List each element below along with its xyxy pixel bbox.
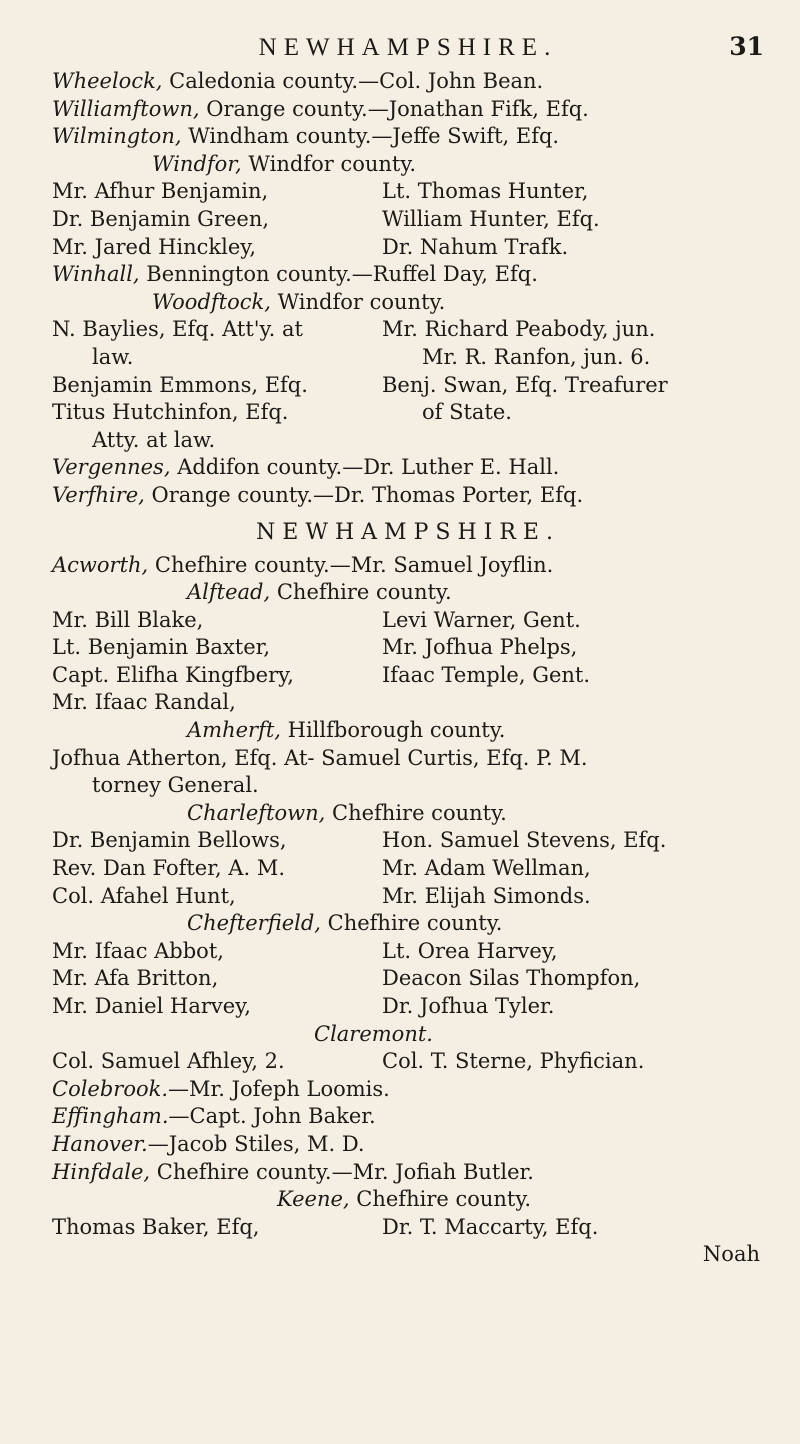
name-row [52,372,764,400]
name-row [52,993,764,1021]
town-name: Wheelock, [52,69,163,93]
entry-text: Windham county.—Jeffe Swift, Efq. [181,124,560,149]
name-row [52,178,764,206]
name-left: Mr. Bill Blake, [52,607,204,632]
entry-text: —Jacob Stiles, M. D. [147,1131,365,1156]
town-name: Woodftock, [152,289,271,314]
name-left: law. [92,344,134,369]
name-line: Jofhua Atherton, Efq. At- Samuel Curtis, Efq. P. M. [52,745,588,770]
town-name: Alftead, [187,580,271,605]
entry-windsor [52,151,764,179]
name-row [52,399,764,427]
town-name: Keene, [277,1187,350,1212]
name-left: Mr. Daniel Harvey, [52,994,251,1018]
name-right: Mr. Jofhua Phelps, [382,635,578,660]
name-row [52,827,764,855]
town-name: Windfor, [152,151,242,176]
name-right: Dr. Nahum Trafk. [382,234,569,259]
entry-text: Addifon county.—Dr. Luther E. Hall. [170,455,560,480]
running-title: NEWHAMPSHIRE. [258,34,558,61]
entry-chesterfield [52,910,764,938]
name-right: of State. [422,400,512,425]
entry-vergennes [52,454,764,482]
section-title: NEWHAMPSHIRE. [256,519,560,545]
town-name: Hanover. [52,1131,148,1156]
page [52,28,764,1269]
name-continuation: Atty. at law. [92,427,216,452]
name-right: Mr. Elijah Simonds. [382,883,591,908]
name-row [52,855,764,883]
town-name: Charleftown, [187,800,326,825]
name-left: Mr. Jared Hinckley, [52,234,257,259]
running-header [52,28,764,68]
town-name: Verfhire, [52,482,145,507]
entry-effingham [52,1103,764,1131]
name-row [52,634,764,662]
town-name: Acworth, [52,552,149,577]
catchword: Noah [702,1242,760,1267]
name-row [52,1214,764,1242]
entry-amherst [52,717,764,745]
town-name: Effingham. [52,1104,169,1129]
name-left: Benjamin Emmons, Efq. [52,372,308,397]
name-continuation: Mr. Ifaac Randal, [52,690,236,715]
entry-williamstown [52,96,764,124]
entry-charlestown [52,800,764,828]
name-row [52,234,764,262]
entry-wilmington [52,123,764,151]
name-left: Lt. Benjamin Baxter, [52,635,271,660]
name-right: Lt. Thomas Hunter, [382,179,589,204]
entry-keene [52,1186,764,1214]
town-name: Chefterfield, [187,911,321,936]
entry-text: Windfor county. [270,289,446,314]
town-name: Amherft, [187,718,281,743]
entry-woodstock [52,289,764,317]
name-left: Rev. Dan Fofter, A. M. [52,856,285,881]
entry-text: Hillfborough county. [280,718,506,743]
entry-text: Windfor county. [241,151,417,176]
name-left: Col. Samuel Afhley, 2. [52,1049,285,1074]
name-continuation: torney General. [92,773,259,798]
entry-text: Chefhire county. [349,1187,532,1212]
town-name: Hinfdale, [52,1159,151,1184]
entry-hanover [52,1131,764,1159]
page-number: 31 [729,32,764,61]
entry-text: Orange county.—Jonathan Fifk, Efq. [199,96,589,121]
name-right: Deacon Silas Thompfon, [382,966,641,991]
name-row [52,883,764,911]
town-name: Williamftown, [52,96,200,121]
name-right: Ifaac Temple, Gent. [382,662,591,687]
name-row [52,206,764,234]
entry-text: Bennington county.—Ruffel Day, Efq. [139,262,538,287]
name-left: Titus Hutchinfon, Efq. [52,400,289,425]
name-right: William Hunter, Efq. [382,206,600,231]
entry-text: Chefhire county. [320,911,503,936]
entry-text: —Capt. John Baker. [168,1104,376,1129]
name-right: Levi Warner, Gent. [382,607,581,632]
entry-text: —Mr. Jofeph Loomis. [168,1076,390,1101]
name-left: N. Baylies, Efq. Att'y. at [52,317,303,342]
name-right: Dr. T. Maccarty, Efq. [382,1214,599,1239]
entry-text: Orange county.—Dr. Thomas Porter, Efq. [144,482,584,507]
entry-text: Chefhire county.—Mr. Jofiah Butler. [150,1159,534,1184]
town-name: Colebrook. [52,1076,169,1101]
entry-vershire [52,482,764,510]
entry-text: Chefhire county. [325,800,507,825]
town-name: Vergennes, [52,455,171,480]
name-row [52,344,764,372]
name-row [52,316,764,344]
town-name: Wilmington, [52,124,182,149]
name-left: Dr. Benjamin Bellows, [52,828,287,853]
name-right: Col. T. Sterne, Phyfician. [382,1049,645,1074]
name-right: Dr. Jofhua Tyler. [382,994,555,1018]
name-right: Hon. Samuel Stevens, Efq. [382,828,667,853]
name-row [52,607,764,635]
name-left: Capt. Elifha Kingfbery, [52,662,294,687]
name-row [52,938,764,966]
name-right: Benj. Swan, Efq. Treafurer [382,372,668,397]
name-left: Col. Afahel Hunt, [52,883,236,908]
name-right: Mr. Richard Peabody, jun. [382,317,656,342]
name-left: Thomas Baker, Efq, [52,1214,260,1239]
name-left: Mr. Afa Britton, [52,966,219,991]
name-right: Mr. Adam Wellman, [382,856,591,881]
name-right: Lt. Orea Harvey, [382,938,558,963]
entry-colebrook [52,1076,764,1104]
name-left: Dr. Benjamin Green, [52,206,270,231]
town-name: Winhall, [52,262,140,287]
name-row [52,965,764,993]
entry-text: Chefhire county.—Mr. Samuel Joyflin. [148,552,554,577]
town-name: Claremont. [314,1021,433,1046]
name-row [52,1048,764,1076]
name-left: Mr. Ifaac Abbot, [52,938,224,963]
entry-acworth [52,552,764,580]
entry-winhall [52,261,764,289]
entry-wheelock [52,68,764,96]
name-right: Mr. R. Ranfon, jun. 6. [422,344,651,369]
entry-text: Chefhire county. [270,580,452,605]
name-left: Mr. Afhur Benjamin, [52,179,269,204]
entry-alstead [52,579,764,607]
entry-text: Caledonia county.—Col. John Bean. [162,69,544,93]
name-row [52,662,764,690]
entry-hinsdale [52,1159,764,1187]
entry-claremont [52,1021,764,1049]
